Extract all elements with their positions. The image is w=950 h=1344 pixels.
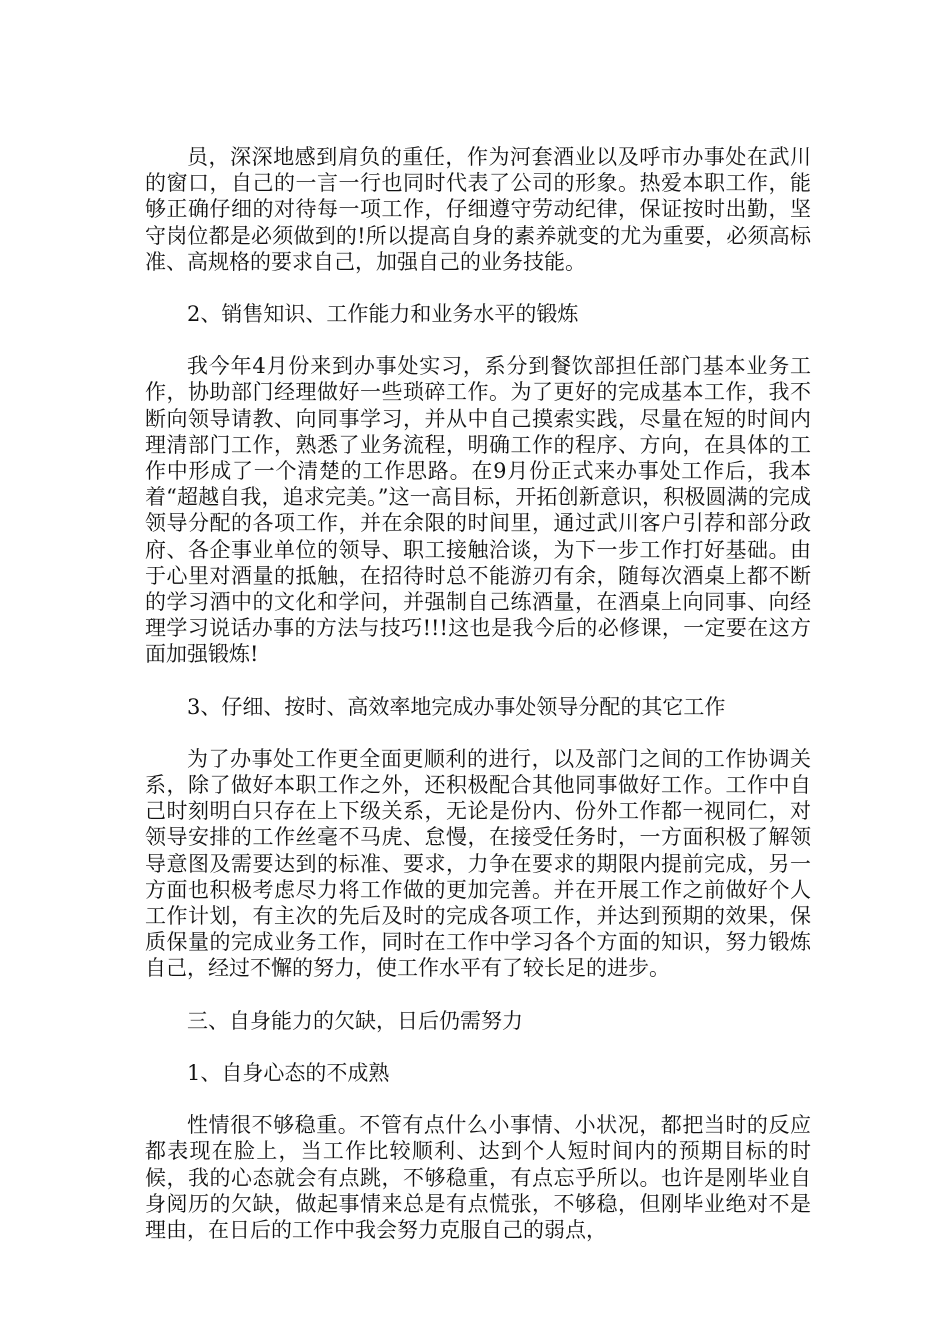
paragraph-internship-experience: 我今年4月份来到办事处实习，系分到餐饮部担任部门基本业务工作，协助部门经理做好一些琐碎工作。为了更好的完成基本工作，我不断向领导请教、向同事学习，并从中自己摸索实践，尽量在短的时间内理清部门工作，熟悉了业务流程，明确工作的程序、方向，在具体的工作中形成了一个清楚的工作思路。在9月份正式来办事处工作后，我本着“超越自我，追求完美。”这一高目标，开拓创新意识，积极圆满的完成领导分配的各项工作，并在余限的时间里，通过武川客户引荐和部分政府、各企事业单位的领导、职工接触洽谈，为下一步工作打好基础。由于心里对酒量的抵触，在招待时总不能游刃有余，随每次酒桌上都不断的学习酒中的文化和学问，并强制自己练酒量，在酒桌上向同事、向经理学习说话办事的方法与技巧!!!这也是我今后的必修课，一定要在这方面加强锻炼! [145,354,811,667]
spacer [145,720,811,746]
heading-sales-knowledge: 2、销售知识、工作能力和业务水平的锻炼 [187,302,579,327]
spacer [145,327,811,353]
spacer [145,275,811,301]
document-page [145,144,811,1243]
paragraph-cooperation: 为了办事处工作更全面更顺利的进行，以及部门之间的工作协调关系，除了做好本职工作之外，还积极配合其他同事做好工作。工作中自己时刻明白只存在上下级关系，无论是份内、份外工作都一视同仁，对领导安排的工作丝毫不马虎、怠慢，在接受任务时，一方面积极了解领导意图及需要达到的标准、要求，力争在要求的期限内提前完成，另一方面也积极考虑尽力将工作做的更加完善。并在开展工作之前做好个人工作计划，有主次的先后及时的完成各项工作，并达到预期的效果，保质保量的完成业务工作，同时在工作中学习各个方面的知识，努力锻炼自己，经过不懈的努力，使工作水平有了较长足的进步。 [145,746,811,981]
heading-immature-mindset: 1、自身心态的不成熟 [187,1060,390,1085]
paragraph-duty-awareness: 员，深深地感到肩负的重任，作为河套酒业以及呼市办事处在武川的窗口，自己的一言一行也同时代表了公司的形象。热爱本职工作，能够正确仔细的对待每一项工作，仔细遵守劳动纪律，保证按时出勤，坚守岗位都是必须做到的!所以提高自身的素养就变的尤为重要，必须高标准、高规格的要求自己，加强自己的业务技能。 [145,145,811,274]
spacer [145,668,811,694]
spacer [145,982,811,1008]
heading-shortcomings: 三、自身能力的欠缺，日后仍需努力 [187,1008,523,1033]
spacer [145,1086,811,1112]
paragraph-temperament: 性情很不够稳重。不管有点什么小事情、小状况，都把当时的反应都表现在脸上，当工作比较顺利、达到个人短时间内的预期目标的时候，我的心态就会有点跳，不够稳重，有点忘乎所以。也许是刚毕业自身阅历的欠缺，做起事情来总是有点慌张，不够稳，但刚毕业绝对不是理由，在日后的工作中我会努力克服自己的弱点， [145,1113,811,1242]
spacer [145,1034,811,1060]
heading-other-tasks: 3、仔细、按时、高效率地完成办事处领导分配的其它工作 [187,694,726,719]
